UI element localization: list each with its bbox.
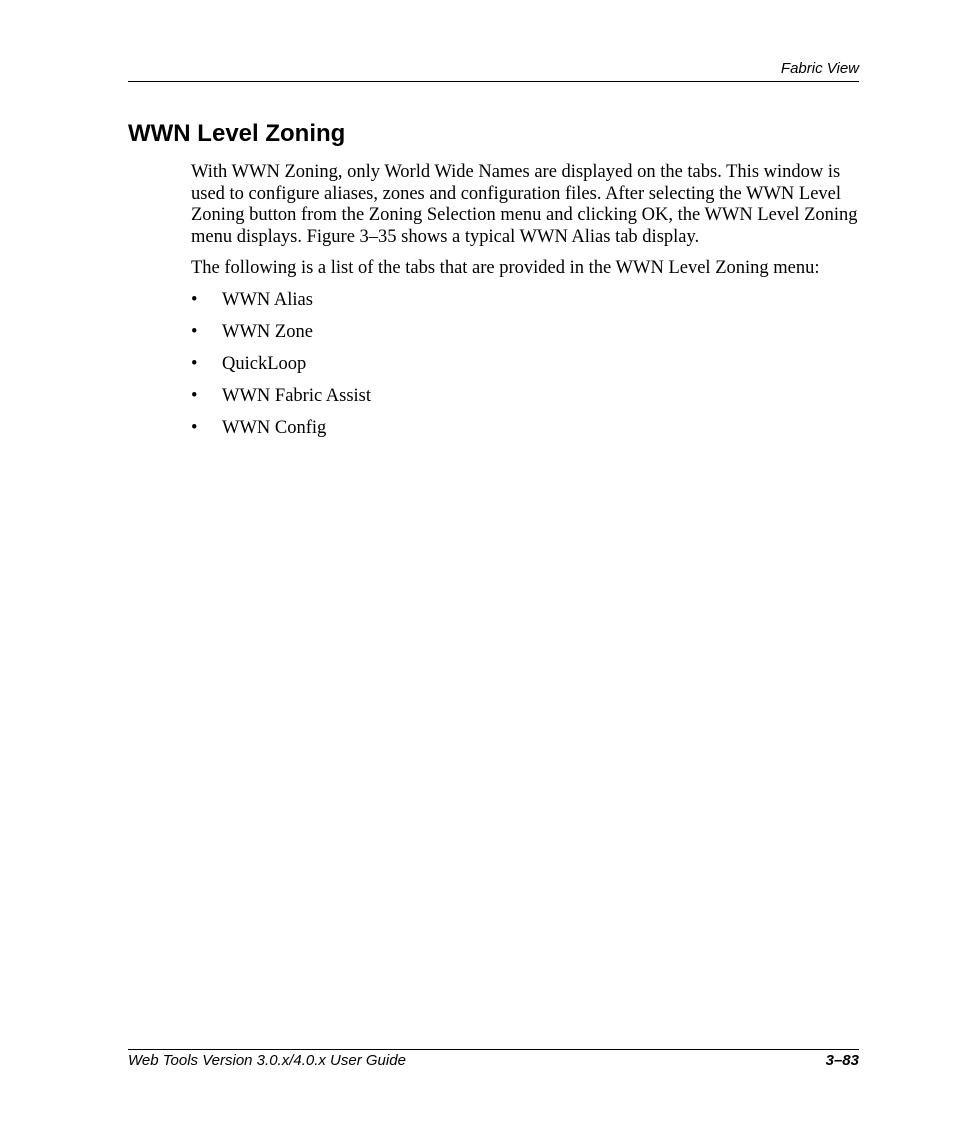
list-item-text: WWN Config [222, 417, 327, 438]
footer-doc-title: Web Tools Version 3.0.x/4.0.x User Guide [128, 1052, 406, 1069]
list-item-text: WWN Fabric Assist [222, 385, 372, 406]
list-item [191, 290, 859, 322]
list-item-text: WWN Zone [222, 321, 313, 342]
list-item-text: WWN Alias [222, 289, 313, 310]
list-item-text: QuickLoop [222, 353, 307, 374]
bullet-icon: • [191, 321, 198, 342]
list-intro-paragraph: The following is a list of the tabs that are provided in the WWN Level Zoning menu: [191, 258, 820, 278]
bullet-icon: • [191, 353, 198, 374]
page-number: 3–83 [825, 1052, 859, 1069]
list-item [191, 322, 859, 354]
bullet-icon: • [191, 385, 198, 406]
header-section-name: Fabric View [780, 60, 859, 77]
section-heading: WWN Level Zoning [128, 120, 346, 147]
bullet-icon: • [191, 417, 198, 438]
list-item [191, 354, 859, 386]
section-body [191, 162, 859, 450]
intro-paragraph: With WWN Zoning, only World Wide Names are displayed on the tabs. This window is used to configure aliases, zones and configuration files. After selecting the WWN Level Zoning button from the Zoning Selection menu and clicking OK, the WWN Level Zoning menu displays. Figure 3–35 shows a typical WWN Alias tab display. [191, 162, 858, 247]
running-footer [128, 1049, 859, 1076]
tab-list [191, 290, 859, 450]
running-header [128, 58, 859, 82]
list-item [191, 386, 859, 418]
list-item [191, 418, 859, 450]
bullet-icon: • [191, 289, 198, 310]
